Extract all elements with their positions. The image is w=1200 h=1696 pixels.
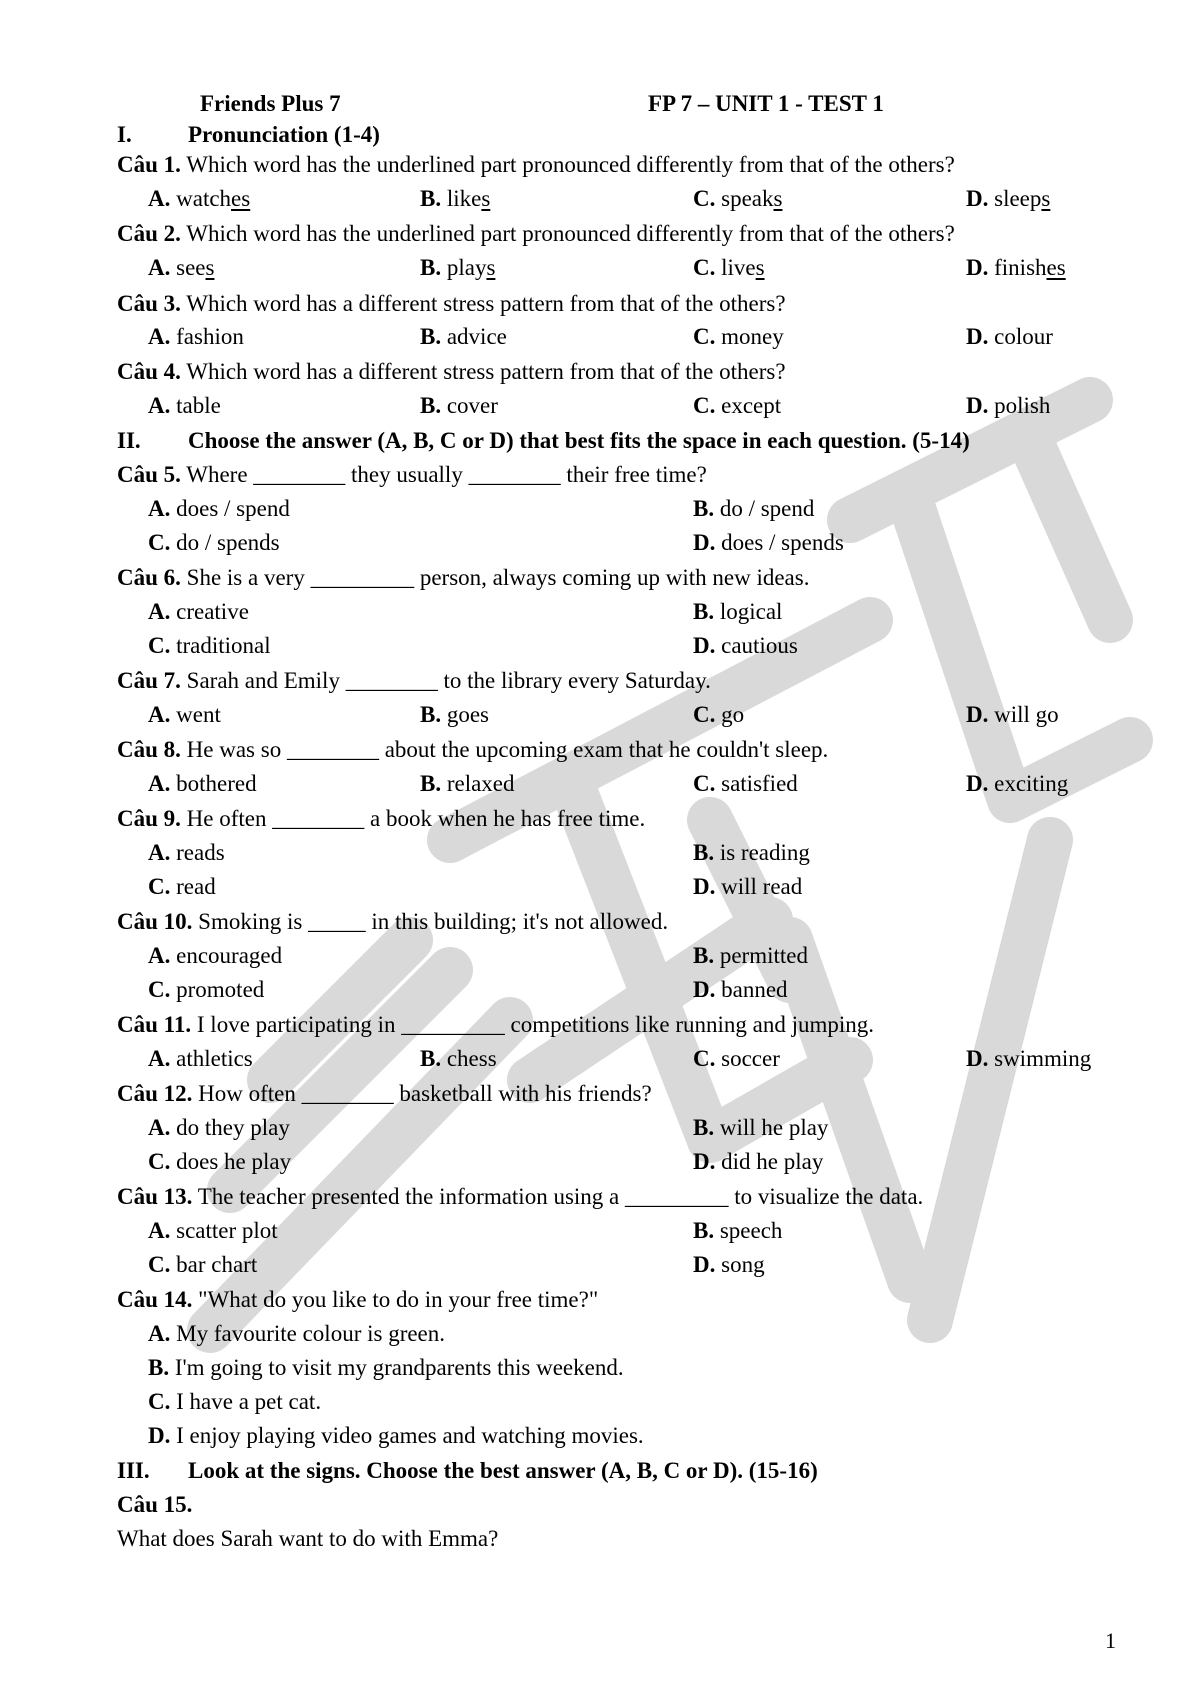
option-d[interactable]: D. banned [693,977,788,1002]
option-b[interactable]: B. cover [420,393,498,418]
option-b[interactable]: B. plays [420,255,496,280]
option-c[interactable]: C. except [693,393,782,418]
option-b[interactable]: B. logical [693,599,783,624]
option-b[interactable]: B. speech [693,1218,783,1243]
option-d[interactable]: D. will go [966,702,1059,727]
option-b[interactable]: B. permitted [693,943,808,968]
option-d[interactable]: D. swimming [966,1046,1092,1071]
option-c[interactable]: C. traditional [148,633,271,658]
option-c[interactable]: C. speaks [693,186,783,211]
section-number: III. [117,1458,150,1483]
option-d[interactable]: D. colour [966,324,1053,349]
option-d[interactable]: D. I enjoy playing video games and watching movies. [148,1423,644,1448]
question-stem: Câu 12. How often ________ basketball with his friends? [117,1081,652,1106]
option-c[interactable]: C. promoted [148,977,265,1002]
option-b[interactable]: B. is reading [693,840,810,865]
option-c[interactable]: C. I have a pet cat. [148,1389,322,1414]
option-a[interactable]: A. scatter plot [148,1218,278,1243]
option-d[interactable]: D. cautious [693,633,798,658]
question-stem: Câu 14. "What do you like to do in your free time?" [117,1287,599,1312]
option-b[interactable]: B. goes [420,702,490,727]
option-a[interactable]: A. table [148,393,221,418]
question-stem: Câu 10. Smoking is _____ in this building; it's not allowed. [117,909,669,934]
option-d[interactable]: D. will read [693,874,803,899]
question-stem: Câu 6. She is a very _________ person, always coming up with new ideas. [117,565,810,590]
option-d[interactable]: D. polish [966,393,1051,418]
option-b[interactable]: B. advice [420,324,507,349]
section-number: I. [117,122,132,147]
section-title: Choose the answer (A, B, C or D) that best fits the space in each question. (5-14) [188,428,970,453]
page-number: 1 [1105,1628,1116,1653]
option-c[interactable]: C. lives [693,255,765,280]
option-c[interactable]: C. does he play [148,1149,292,1174]
option-a[interactable]: A. encouraged [148,943,283,968]
question-stem: Câu 1. Which word has the underlined part pronounced differently from that of the others? [117,152,955,177]
question-stem: Câu 5. Where ________ they usually ________ their free time? [117,462,707,487]
option-a[interactable]: A. sees [148,255,215,280]
option-a[interactable]: A. reads [148,840,225,865]
option-a[interactable]: A. creative [148,599,249,624]
option-d[interactable]: D. does / spends [693,530,844,555]
section-title: Look at the signs. Choose the best answer (A, B, C or D). (15-16) [188,1458,818,1483]
option-a[interactable]: A. athletics [148,1046,253,1071]
question-stem: Câu 11. I love participating in _________ competitions like running and jumping. [117,1012,875,1037]
option-c[interactable]: C. satisfied [693,771,798,796]
option-b[interactable]: B. chess [420,1046,497,1071]
option-c[interactable]: C. money [693,324,784,349]
question-stem: Câu 13. The teacher presented the information using a _________ to visualize the data. [117,1184,924,1209]
option-c[interactable]: C. do / spends [148,530,280,555]
option-a[interactable]: A. does / spend [148,496,290,521]
question-stem: Câu 15. [117,1492,193,1517]
question-stem: Câu 8. He was so ________ about the upcoming exam that he couldn't sleep. [117,737,829,762]
question-stem: Câu 2. Which word has the underlined part pronounced differently from that of the others? [117,221,955,246]
option-b[interactable]: B. I'm going to visit my grandparents this weekend. [148,1355,624,1380]
option-a[interactable]: A. went [148,702,221,727]
option-d[interactable]: D. song [693,1252,765,1277]
option-d[interactable]: D. exciting [966,771,1069,796]
option-c[interactable]: C. go [693,702,745,727]
header-title: Friends Plus 7 [200,91,341,116]
section-number: II. [117,428,141,453]
question-stem: Câu 7. Sarah and Emily ________ to the library every Saturday. [117,668,711,693]
option-a[interactable]: A. bothered [148,771,257,796]
option-b[interactable]: B. likes [420,186,491,211]
option-b[interactable]: B. relaxed [420,771,515,796]
option-d[interactable]: D. did he play [693,1149,824,1174]
option-c[interactable]: C. bar chart [148,1252,258,1277]
option-b[interactable]: B. will he play [693,1115,829,1140]
section-title: Pronunciation (1-4) [188,122,380,147]
question-stem: Câu 4. Which word has a different stress pattern from that of the others? [117,359,786,384]
option-d[interactable]: D. finishes [966,255,1066,280]
option-b[interactable]: B. do / spend [693,496,815,521]
option-a[interactable]: A. fashion [148,324,244,349]
question-stem: Câu 3. Which word has a different stress pattern from that of the others? [117,291,786,316]
header-test-id: FP 7 – UNIT 1 - TEST 1 [648,91,884,116]
question-prompt: What does Sarah want to do with Emma? [117,1526,499,1551]
option-d[interactable]: D. sleeps [966,186,1051,211]
question-stem: Câu 9. He often ________ a book when he has free time. [117,806,646,831]
option-c[interactable]: C. read [148,874,216,899]
option-a[interactable]: A. My favourite colour is green. [148,1321,446,1346]
option-a[interactable]: A. watches [148,186,251,211]
option-c[interactable]: C. soccer [693,1046,780,1071]
option-a[interactable]: A. do they play [148,1115,290,1140]
